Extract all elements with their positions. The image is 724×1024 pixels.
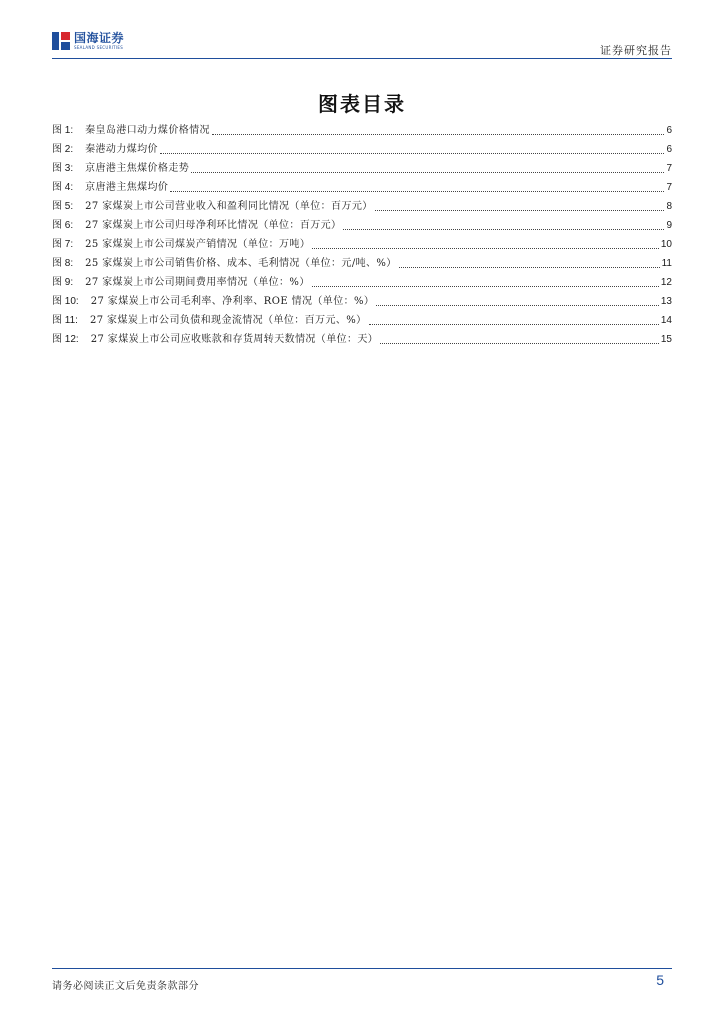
fig-title: 秦皇岛港口动力煤价格情况: [85, 125, 210, 136]
toc-row[interactable]: [52, 330, 672, 349]
fig-page: 9: [666, 220, 672, 231]
fig-number: 图 2:: [52, 144, 74, 155]
fig-number: 图 4:: [52, 182, 74, 193]
fig-title: 27 家煤炭上市公司毛利率、净利率、ROE 情况（单位：%）: [90, 296, 375, 307]
toc-row[interactable]: [52, 197, 672, 216]
toc-row[interactable]: [52, 311, 672, 330]
page-title: 图表目录: [318, 92, 406, 116]
fig-page: 8: [666, 201, 672, 212]
toc-row[interactable]: [52, 273, 672, 292]
fig-title: 京唐港主焦煤价格走势: [85, 163, 190, 174]
fig-page: 6: [666, 144, 672, 155]
fig-title: 27 家煤炭上市公司应收账款和存货周转天数情况（单位：天）: [90, 334, 379, 345]
fig-page: 12: [660, 277, 672, 288]
fig-page: 15: [660, 334, 672, 345]
fig-number: 图 5:: [52, 201, 74, 212]
fig-page: 10: [660, 239, 672, 250]
logo-name-cn: 国海证券: [74, 31, 125, 45]
fig-page: 13: [660, 296, 672, 307]
page-number: 5: [656, 972, 664, 988]
fig-page: 11: [661, 258, 672, 269]
toc-row[interactable]: [52, 121, 672, 140]
page-footer: [52, 968, 672, 991]
fig-page: 7: [666, 163, 672, 174]
logo-name-en: SEALAND SECURITIES: [74, 45, 124, 50]
fig-number: 图 1:: [52, 125, 74, 136]
toc-row[interactable]: [52, 178, 672, 197]
toc-row[interactable]: [52, 216, 672, 235]
fig-number: 图 3:: [52, 163, 74, 174]
fig-number: 图 12:: [52, 334, 79, 345]
fig-title: 27 家煤炭上市公司期间费用率情况（单位：%）: [85, 277, 310, 288]
fig-page: 14: [660, 315, 672, 326]
page-header: [52, 28, 672, 59]
toc-row[interactable]: [52, 254, 672, 273]
fig-number: 图 7:: [52, 239, 74, 250]
fig-number: 图 10:: [52, 296, 79, 307]
leader-dots: [312, 285, 659, 287]
fig-number: 图 6:: [52, 220, 74, 231]
leader-dots: [375, 209, 665, 211]
fig-title: 27 家煤炭上市公司负债和现金流情况（单位：百万元、%）: [89, 315, 367, 326]
logo-mark-icon: [52, 32, 70, 50]
fig-number: 图 8:: [52, 258, 74, 269]
toc-row[interactable]: [52, 292, 672, 311]
fig-title: 27 家煤炭上市公司归母净利环比情况（单位：百万元）: [85, 220, 342, 231]
leader-dots: [376, 304, 659, 306]
leader-dots: [160, 152, 665, 154]
fig-title: 27 家煤炭上市公司营业收入和盈利同比情况（单位：百万元）: [85, 201, 373, 212]
fig-title: 秦港动力煤均价: [85, 144, 158, 155]
leader-dots: [312, 247, 659, 249]
report-type-label: 证券研究报告: [600, 44, 672, 57]
leader-dots: [380, 342, 659, 344]
fig-page: 7: [666, 182, 672, 193]
fig-number: 图 9:: [52, 277, 74, 288]
toc-row[interactable]: [52, 235, 672, 254]
fig-number: 图 11:: [52, 315, 78, 326]
figure-toc: [52, 121, 672, 349]
toc-row[interactable]: [52, 140, 672, 159]
company-logo: [52, 32, 124, 50]
fig-title: 25 家煤炭上市公司煤炭产销情况（单位：万吨）: [85, 239, 311, 250]
disclaimer-text: 请务必阅读正文后免责条款部分: [52, 981, 199, 992]
leader-dots: [369, 323, 659, 325]
fig-title: 25 家煤炭上市公司销售价格、成本、毛利情况（单位：元/吨、%）: [85, 258, 397, 269]
leader-dots: [170, 190, 664, 192]
fig-page: 6: [666, 125, 672, 136]
leader-dots: [399, 266, 660, 268]
leader-dots: [191, 171, 664, 173]
toc-row[interactable]: [52, 159, 672, 178]
fig-title: 京唐港主焦煤均价: [85, 182, 169, 193]
leader-dots: [343, 228, 664, 230]
leader-dots: [212, 133, 665, 135]
